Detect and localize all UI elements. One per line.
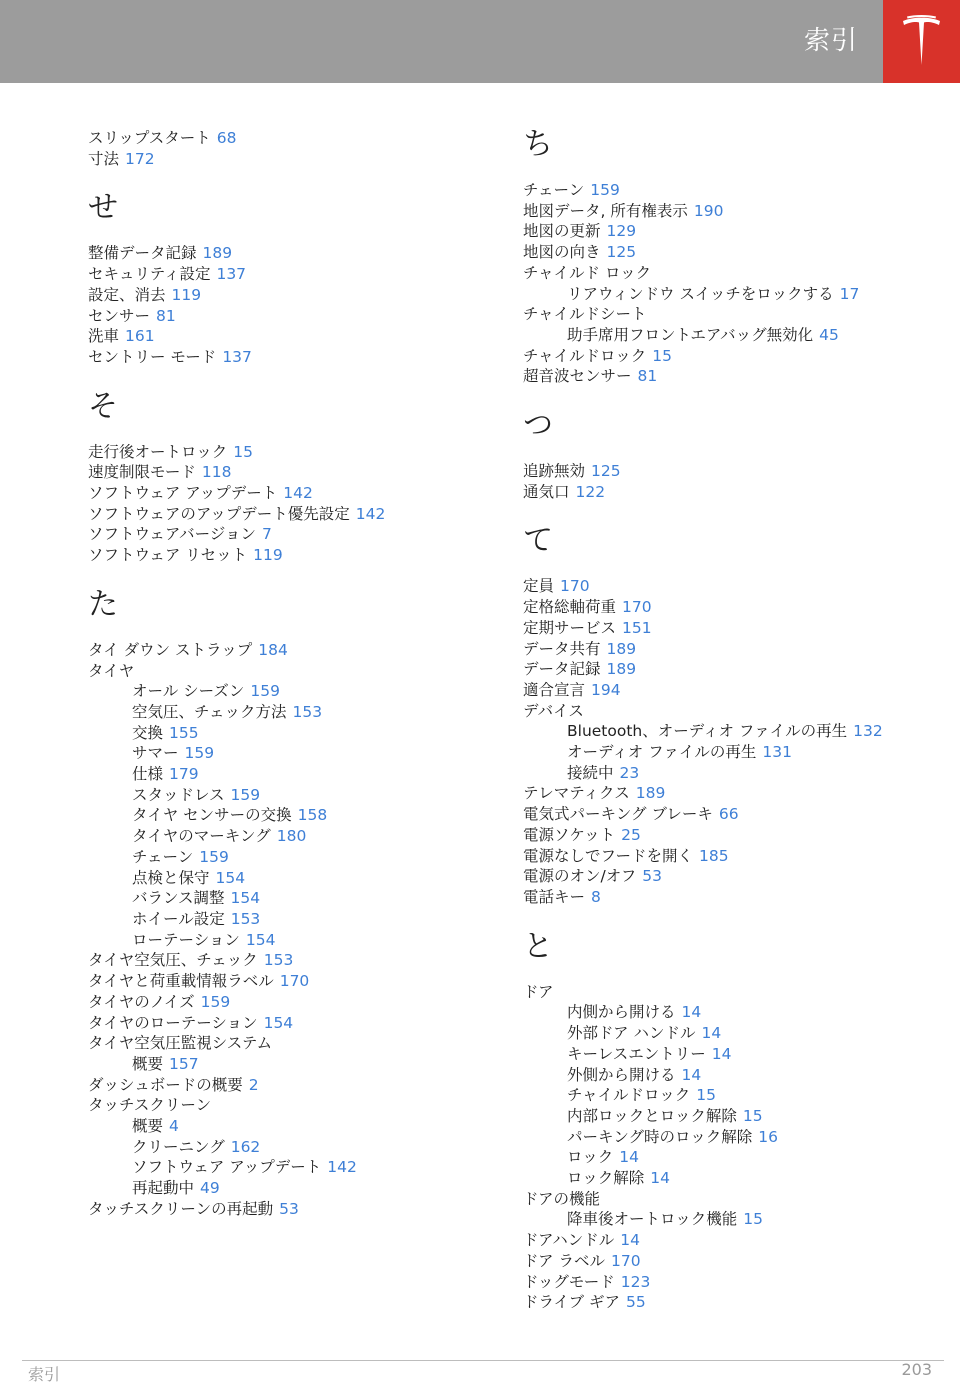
section-letter: た — [88, 586, 118, 622]
index-term: ソフトウェア リセット — [88, 546, 248, 565]
index-entry — [523, 263, 943, 284]
index-term: オール シーズン — [132, 682, 245, 701]
index-entry — [88, 785, 488, 806]
page-link[interactable]: 170 — [622, 598, 652, 617]
index-entry — [523, 1023, 943, 1044]
logo-box — [883, 0, 960, 83]
index-entry — [88, 909, 488, 930]
index-term: 走行後オートロック — [88, 442, 228, 461]
page-link[interactable]: 189 — [606, 639, 637, 658]
section-letter: そ — [88, 388, 118, 424]
section-letter: と — [523, 928, 553, 964]
index-entry — [523, 346, 943, 367]
index-entry — [88, 743, 488, 764]
index-term: タッチスクリーンの再起動 — [88, 1199, 274, 1218]
index-term: ドア ラベル — [523, 1251, 605, 1270]
index-term: 外部ドア ハンドル — [567, 1024, 696, 1043]
page-link[interactable]: 137 — [216, 265, 247, 284]
page-link[interactable]: 53 — [279, 1199, 299, 1218]
index-entry — [88, 723, 488, 744]
page-link[interactable]: 185 — [699, 846, 729, 865]
index-entry — [88, 702, 488, 723]
page-link[interactable]: 161 — [125, 327, 155, 346]
page-link[interactable]: 14 — [681, 1003, 702, 1022]
index-term: セントリー モード — [88, 347, 217, 366]
index-term: 点検と保守 — [132, 868, 210, 887]
index-term: 降車後オートロック機能 — [567, 1210, 738, 1229]
index-term: 外側から開ける — [567, 1065, 676, 1084]
index-term: クリーニング — [132, 1137, 225, 1156]
page-link[interactable]: 159 — [590, 181, 620, 199]
index-term: タッチスクリーン — [88, 1096, 212, 1115]
index-entry — [88, 950, 488, 971]
index-term: 洗車 — [88, 327, 120, 346]
index-entry — [88, 826, 488, 847]
index-entry — [523, 461, 943, 482]
page-link[interactable]: 153 — [292, 702, 323, 721]
page-link[interactable]: 14 — [711, 1044, 732, 1063]
page-link[interactable]: 159 — [200, 992, 231, 1011]
page-link[interactable]: 172 — [125, 149, 155, 168]
index-entry — [523, 982, 943, 1003]
index-entry — [88, 971, 488, 992]
index-term: 内側から開ける — [567, 1003, 676, 1022]
index-entry — [88, 504, 488, 525]
page-link[interactable]: 154 — [245, 930, 276, 949]
index-entry — [88, 661, 488, 682]
page-link[interactable]: 45 — [819, 325, 839, 344]
page-link[interactable]: 170 — [279, 972, 310, 991]
page-link[interactable]: 2 — [248, 1075, 259, 1094]
page-link[interactable]: 123 — [620, 1272, 651, 1291]
index-term: 定格総軸荷重 — [523, 598, 617, 617]
index-entry — [523, 304, 943, 325]
index-entry — [523, 1147, 943, 1168]
index-section — [88, 191, 488, 367]
page-link[interactable]: 189 — [202, 244, 233, 263]
index-term: 地図の向き — [523, 243, 601, 262]
page-link[interactable]: 122 — [575, 482, 606, 501]
index-term: タイヤ空気圧、チェック — [88, 951, 258, 970]
index-term: 速度制限モード — [88, 463, 196, 482]
index-entry — [523, 1168, 943, 1189]
index-term: 接続中 — [567, 763, 614, 782]
page-link[interactable]: 162 — [230, 1137, 261, 1156]
index-term: チェーン — [523, 181, 585, 199]
index-term: パーキング時のロック解除 — [567, 1127, 753, 1146]
index-term: ドライブ ギア — [523, 1293, 620, 1312]
page-link[interactable]: 15 — [233, 442, 253, 461]
index-entry — [523, 1002, 943, 1023]
index-term: ロック — [567, 1148, 614, 1167]
footer-label: 索引 — [28, 1365, 61, 1384]
section-letter: つ — [523, 408, 553, 444]
index-term: 内部ロックとロック解除 — [567, 1106, 737, 1125]
page-link[interactable]: 125 — [606, 243, 637, 262]
index-term: タイヤのマーキング — [132, 827, 271, 846]
index-entry — [88, 1137, 488, 1158]
index-entry — [88, 640, 488, 661]
index-column-left — [88, 128, 488, 1220]
index-entry — [523, 1292, 943, 1313]
page-link[interactable]: 131 — [762, 743, 792, 762]
index-section — [88, 588, 488, 1220]
page-link[interactable]: 155 — [169, 723, 199, 742]
page-link[interactable]: 49 — [200, 1179, 220, 1198]
index-term: ドア — [523, 982, 554, 1001]
page-title: 索引 — [803, 26, 858, 56]
page-link[interactable]: 180 — [276, 827, 307, 846]
index-entry — [88, 1013, 488, 1034]
index-term: 空気圧、チェック方法 — [132, 702, 287, 721]
index-term: 電話キー — [523, 887, 586, 906]
index-section — [523, 524, 943, 907]
index-column-right — [523, 128, 943, 1313]
index-entry — [88, 764, 488, 785]
index-entry — [88, 1157, 488, 1178]
index-term: チェーン — [132, 847, 194, 866]
index-entry — [88, 681, 488, 702]
index-term: ソフトウェア アップデート — [132, 1158, 322, 1177]
index-term: 概要 — [132, 1117, 164, 1136]
page-link[interactable]: 14 — [701, 1024, 722, 1043]
page-link[interactable]: 15 — [652, 346, 672, 365]
index-term: ソフトウェアバージョン — [88, 525, 257, 544]
index-term: センサー — [88, 306, 151, 325]
index-entry — [88, 1054, 488, 1075]
section-letter: ち — [523, 127, 553, 162]
index-entry — [523, 887, 943, 908]
index-term: データ記録 — [523, 660, 601, 679]
page-link[interactable]: 154 — [215, 868, 246, 887]
index-entry — [88, 847, 488, 868]
index-term: 地図の更新 — [523, 222, 601, 241]
page-link[interactable]: 153 — [230, 909, 261, 928]
index-entry — [88, 483, 488, 504]
index-term: ドッグモード — [523, 1272, 615, 1291]
page-link[interactable]: 159 — [184, 744, 215, 763]
index-entry — [523, 618, 943, 639]
page-link[interactable]: 159 — [199, 847, 229, 866]
index-entry — [523, 659, 943, 680]
index-entry — [523, 804, 943, 825]
page-link[interactable]: 119 — [171, 285, 202, 304]
index-entry — [523, 482, 943, 503]
index-entry — [88, 285, 488, 306]
index-term: 地図データ, 所有権表示 — [523, 201, 688, 220]
page-link[interactable]: 14 — [619, 1148, 639, 1167]
index-entry — [88, 347, 488, 368]
index-term: テレマティクス — [523, 784, 630, 803]
page-link[interactable]: 194 — [591, 680, 621, 699]
index-term: スリップスタート — [88, 129, 211, 147]
index-term: チャイルド ロック — [523, 263, 652, 282]
index-entry — [523, 242, 943, 263]
header-bar — [0, 0, 960, 83]
index-term: Bluetooth、オーディオ ファイルの再生 — [567, 722, 848, 741]
index-term: スタッドレス — [132, 785, 225, 804]
page-link[interactable]: 154 — [230, 889, 261, 908]
index-entry — [88, 1199, 488, 1220]
index-term: 電源ソケット — [523, 825, 616, 844]
index-entry — [523, 366, 943, 387]
index-entry — [88, 545, 488, 566]
index-term: チャイルドシート — [523, 305, 647, 324]
page-link[interactable]: 189 — [606, 660, 637, 679]
index-entry — [523, 639, 943, 660]
page-link[interactable]: 119 — [253, 546, 283, 565]
index-entry — [88, 1033, 488, 1054]
index-term: 適合宣言 — [523, 680, 586, 699]
index-term: ソフトウェアのアップデート優先設定 — [88, 504, 350, 523]
index-term: ドアの機能 — [523, 1189, 601, 1208]
page-link[interactable]: 68 — [216, 129, 237, 147]
page-link[interactable]: 170 — [560, 577, 590, 596]
page-link[interactable]: 53 — [642, 867, 662, 886]
index-entry — [88, 868, 488, 889]
index-entry — [88, 306, 488, 327]
index-entry — [88, 462, 488, 483]
page-number: 203 — [901, 1360, 932, 1379]
index-entry — [523, 701, 943, 722]
page-link[interactable]: 151 — [622, 618, 652, 637]
index-term: デバイス — [523, 701, 584, 720]
index-entry — [523, 783, 943, 804]
page-link[interactable]: 179 — [169, 765, 199, 784]
index-term: 助手席用フロントエアバッグ無効化 — [567, 325, 814, 344]
index-term: タイヤと荷重載情報ラベル — [88, 972, 274, 991]
index-term: 電気式パーキング ブレーキ — [523, 805, 713, 824]
index-entry — [88, 1095, 488, 1116]
index-section — [523, 930, 943, 1313]
index-entry — [523, 284, 943, 305]
index-term: ローテーション — [132, 930, 240, 949]
index-term: 交換 — [132, 723, 164, 742]
page-link[interactable]: 66 — [718, 805, 739, 824]
index-section — [88, 390, 488, 566]
index-entry — [88, 1075, 488, 1096]
tesla-logo-icon — [901, 15, 942, 69]
index-entry — [88, 1178, 488, 1199]
index-term: タイヤのノイズ — [88, 992, 195, 1011]
index-term: チャイルドロック — [523, 346, 647, 365]
page-link[interactable]: 7 — [262, 525, 272, 544]
index-term: 仕様 — [132, 765, 164, 784]
index-entry — [523, 1251, 943, 1272]
index-section — [88, 128, 488, 169]
index-entry — [523, 597, 943, 618]
index-entry — [88, 805, 488, 826]
page-link[interactable]: 81 — [637, 367, 658, 386]
page-link[interactable]: 4 — [169, 1117, 179, 1136]
section-letter: せ — [88, 190, 118, 226]
page-link[interactable]: 55 — [626, 1293, 646, 1312]
index-entry — [523, 825, 943, 846]
index-entry — [523, 1085, 943, 1106]
page-link[interactable]: 142 — [327, 1158, 357, 1177]
index-term: 概要 — [132, 1054, 164, 1073]
index-entry — [523, 180, 943, 201]
index-entry — [523, 763, 943, 784]
page-link[interactable]: 15 — [743, 1210, 763, 1229]
index-term: タイヤ センサーの交換 — [132, 806, 292, 825]
index-entry — [88, 264, 488, 285]
index-term: 追跡無効 — [523, 462, 586, 481]
index-term: 通気口 — [523, 482, 570, 501]
page-link[interactable]: 118 — [201, 463, 232, 482]
index-entry — [88, 442, 488, 463]
index-term: タイヤ — [88, 661, 135, 680]
page-link[interactable]: 125 — [591, 462, 621, 481]
index-term: バランス調整 — [132, 889, 225, 908]
index-entry — [523, 1065, 943, 1086]
page-link[interactable]: 14 — [650, 1169, 670, 1188]
page-link[interactable]: 129 — [606, 222, 637, 241]
page-link[interactable]: 159 — [230, 785, 261, 804]
index-term: チャイルドロック — [567, 1086, 691, 1105]
page-link[interactable]: 190 — [693, 201, 724, 220]
index-term: リアウィンドウ スイッチをロックする — [567, 284, 834, 303]
index-entry — [523, 221, 943, 242]
index-term: タイ ダウン ストラップ — [88, 640, 253, 659]
index-entry — [523, 576, 943, 597]
page-link[interactable]: 17 — [839, 284, 860, 303]
index-entry — [88, 326, 488, 347]
index-term: オーディオ ファイルの再生 — [567, 743, 757, 762]
index-term: 再起動中 — [132, 1179, 195, 1198]
index-term: 電源なしでフードを開く — [523, 846, 694, 865]
page-link[interactable]: 142 — [355, 504, 386, 523]
index-term: タイヤ空気圧監視システム — [88, 1034, 273, 1053]
index-term: 設定、消去 — [88, 285, 166, 304]
page-link[interactable]: 14 — [620, 1231, 641, 1250]
page-link[interactable]: 81 — [156, 306, 176, 325]
index-entry — [523, 866, 943, 887]
index-term: 定員 — [523, 577, 555, 596]
index-entry — [88, 930, 488, 951]
index-term: 超音波センサー — [523, 367, 632, 386]
page-link[interactable]: 15 — [742, 1106, 763, 1125]
index-term: 電源のオン/オフ — [523, 867, 637, 886]
index-entry — [88, 128, 488, 149]
index-entry — [523, 1106, 943, 1127]
index-term: タイヤのローテーション — [88, 1013, 258, 1032]
page-link[interactable]: 142 — [283, 484, 313, 503]
page-link[interactable]: 157 — [169, 1054, 199, 1073]
index-term: キーレスエントリー — [567, 1044, 706, 1063]
index-entry — [88, 992, 488, 1013]
index-term: ロック解除 — [567, 1169, 645, 1188]
index-entry — [523, 1272, 943, 1293]
index-entry — [523, 1127, 943, 1148]
page-link[interactable]: 16 — [758, 1127, 778, 1146]
index-term: 定期サービス — [523, 618, 617, 637]
index-term: サマー — [132, 744, 179, 763]
index-entry — [523, 680, 943, 701]
page-link[interactable]: 25 — [621, 825, 641, 844]
index-entry — [523, 1189, 943, 1210]
page-link[interactable]: 14 — [681, 1065, 702, 1084]
index-term: ドアハンドル — [523, 1231, 615, 1250]
index-entry — [88, 1116, 488, 1137]
index-entry — [523, 201, 943, 222]
index-entry — [523, 1209, 943, 1230]
index-entry — [88, 243, 488, 264]
index-term: セキュリティ設定 — [88, 265, 211, 284]
page-link[interactable]: 153 — [263, 951, 294, 970]
index-term: 寸法 — [88, 149, 120, 168]
index-entry — [523, 721, 943, 742]
index-term: データ共有 — [523, 639, 601, 658]
page-link[interactable]: 137 — [222, 347, 252, 366]
index-entry — [523, 1044, 943, 1065]
footer-divider — [22, 1360, 944, 1361]
index-section — [523, 128, 943, 387]
page-link[interactable]: 154 — [263, 1013, 294, 1032]
index-term: ソフトウェア アップデート — [88, 484, 278, 503]
section-letter: て — [523, 523, 553, 559]
index-entry — [88, 888, 488, 909]
page-link[interactable]: 159 — [250, 682, 280, 701]
page-link[interactable]: 132 — [853, 722, 883, 741]
page-link[interactable]: 15 — [696, 1086, 716, 1105]
index-entry — [523, 742, 943, 763]
index-entry — [88, 524, 488, 545]
index-term: ホイール設定 — [132, 909, 225, 928]
page-link[interactable]: 189 — [635, 784, 666, 803]
index-term: ダッシュボードの概要 — [88, 1075, 243, 1094]
index-entry — [523, 325, 943, 346]
index-entry — [88, 149, 488, 170]
page-link[interactable]: 184 — [258, 640, 288, 659]
index-entry — [523, 1230, 943, 1251]
page-link[interactable]: 170 — [610, 1251, 641, 1270]
page-link[interactable]: 23 — [619, 763, 640, 782]
index-entry — [523, 846, 943, 867]
page-link[interactable]: 8 — [591, 887, 601, 906]
index-term: 整備データ記録 — [88, 244, 197, 263]
index-section — [523, 409, 943, 502]
page-link[interactable]: 158 — [297, 806, 328, 825]
